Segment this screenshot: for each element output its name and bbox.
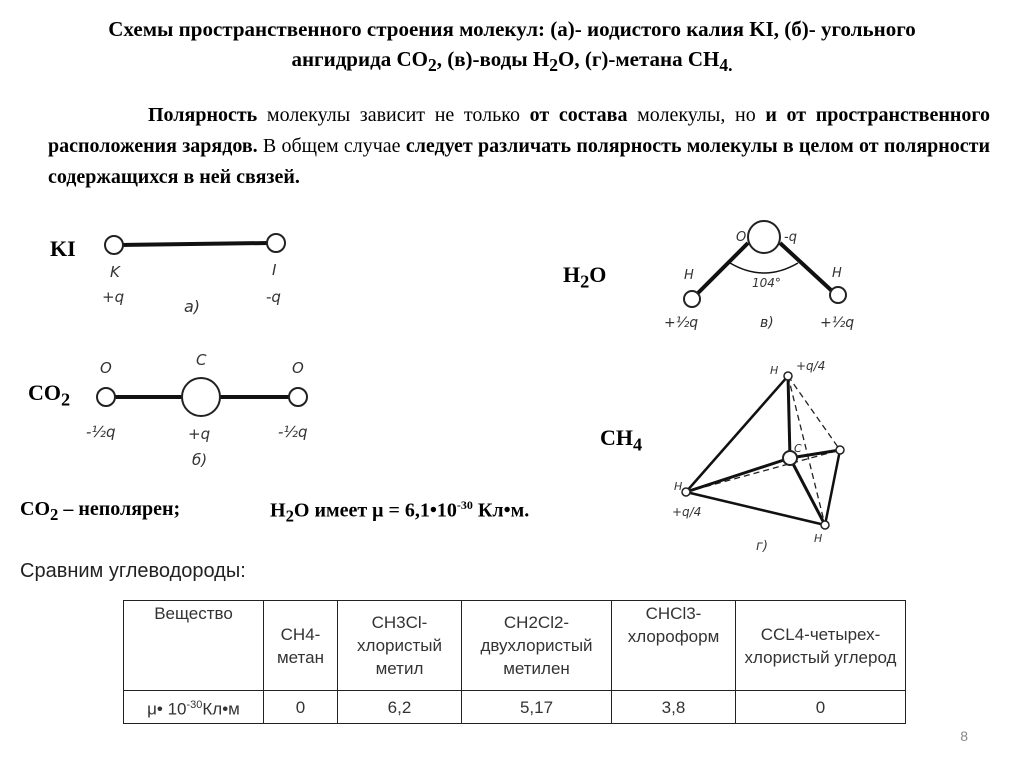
value-cell: 5,17 [462, 691, 612, 724]
h-left-atom [684, 291, 700, 307]
row-label-cell: μ• $10^{-30}Кл•м$ [124, 691, 264, 724]
value-cell: 0 [736, 691, 906, 724]
k-atom [105, 236, 123, 254]
h-right-atom [830, 287, 846, 303]
h-left-atom [682, 488, 690, 496]
header-cell: CHCl3-хлороформ [612, 601, 736, 691]
c-charge: +q [188, 425, 211, 443]
h-left-charge: +½q [664, 315, 699, 331]
ki-label: KI [50, 236, 76, 261]
compare-heading: Сравним углеводороды: [20, 560, 246, 582]
h-right-charge: +½q [820, 315, 855, 331]
co2-diagram [84, 345, 334, 475]
ch4-diagram [660, 350, 880, 565]
o-symbol: O [736, 230, 747, 245]
o-left-atom [97, 388, 115, 406]
o-right-charge: -½q [278, 423, 308, 441]
value-cell: 3,8 [612, 691, 736, 724]
o-atom [748, 221, 780, 253]
o-right-atom [289, 388, 307, 406]
o-right-symbol: O [292, 359, 304, 377]
h2o-caption: в) [760, 315, 774, 331]
h-bottom-symbol: H [814, 532, 823, 545]
page-number: 8 [960, 728, 968, 744]
ki-caption: а) [184, 297, 201, 316]
h2o-label: $H_2O$ [563, 262, 607, 292]
ki-diagram [90, 220, 320, 330]
hydrocarbons-table [123, 600, 906, 724]
i-symbol: I [272, 261, 277, 279]
h-bottom-atom [821, 521, 829, 529]
table-header-row [124, 601, 906, 691]
k-symbol: K [110, 263, 120, 281]
slide-title: Схемы пространственного строения молекул: (а)- иодистого калия KI, (б)- угольного ангидрида $CO_2$, (в)-воды $H_2O$, (г)-метана $CH_{4.}$ [108, 17, 916, 76]
co2-caption: б) [192, 451, 208, 469]
h2o-diagram [660, 215, 870, 345]
i-charge: -q [266, 288, 281, 306]
ch4-label: $CH_4$ [600, 425, 643, 455]
o-left-charge: -½q [86, 423, 116, 441]
h-top-charge: +q/4 [796, 359, 826, 373]
table-row [124, 691, 906, 724]
h-left-charge: +q/4 [672, 505, 702, 519]
k-charge: +q [102, 288, 125, 306]
h2o-statement: $H_2O$ имеет $\mu = 6,1•10^{-30}$ Кл•м. [270, 498, 530, 526]
h-right-atom [836, 446, 844, 454]
value-cell: 6,2 [338, 691, 462, 724]
i-atom [267, 234, 285, 252]
o-left-symbol: O [100, 359, 112, 377]
ch4-caption: г) [756, 539, 768, 554]
angle-label: 104° [752, 276, 781, 290]
o-charge: -q [784, 230, 797, 245]
c-symbol: C [196, 351, 207, 369]
h-top-atom [784, 372, 792, 380]
h-left-symbol: H [674, 480, 683, 493]
c-atom [182, 378, 220, 416]
header-cell: Вещество [124, 601, 264, 691]
header-cell: CCL4-четырех-хлористый углерод [736, 601, 906, 691]
c-symbol: C [794, 442, 802, 455]
polarity-paragraph: Полярность молекулы зависит не только от состава молекулы, но и от пространственного расположения зарядов. В общем случае следует различать полярность молекулы в целом от полярности содержащихся в ней связей. [48, 104, 991, 188]
header-cell: CH2Cl2-двухлористый метилен [462, 601, 612, 691]
co2-label: $CO_2$ [28, 380, 71, 410]
h-right-symbol: H [832, 266, 842, 281]
h-left-symbol: H [684, 268, 694, 283]
header-cell: CH4-метан [264, 601, 338, 691]
header-cell: CH3Cl-хлористый метил [338, 601, 462, 691]
co2-statement: $CO_2$ – неполярен; [20, 498, 181, 524]
h-top-symbol: H [770, 364, 779, 377]
value-cell: 0 [264, 691, 338, 724]
